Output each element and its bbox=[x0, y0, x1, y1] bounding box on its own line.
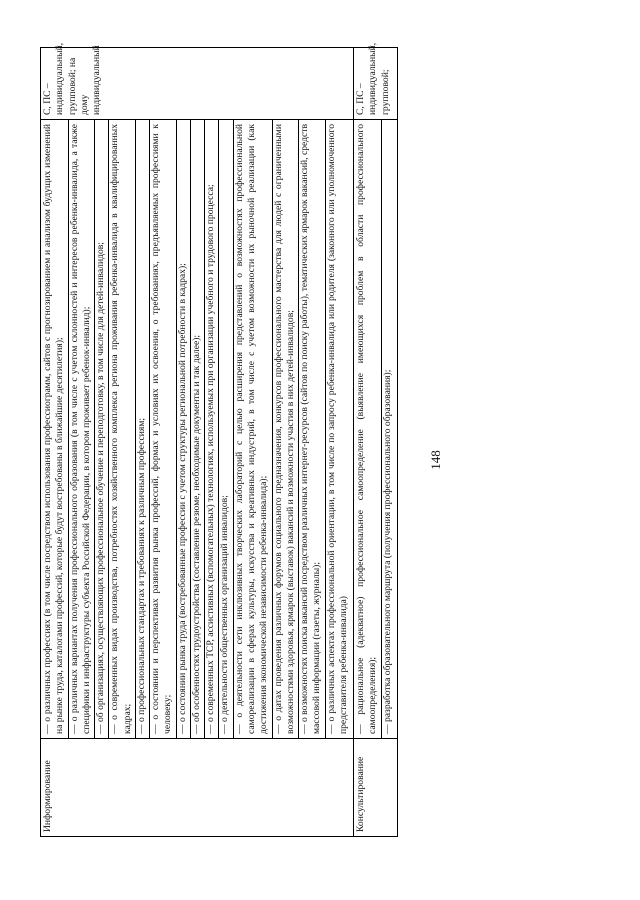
list-item: — о различных аспектах профессиональной ориентации, в том числе по запросу ребенка-инвалида или родителя (законного или уполномоченного представителя ребенка-инвалида) bbox=[325, 124, 349, 734]
measure-format-cell: С, ПС – индивидуальный, групповой; на дому индивидуальный bbox=[41, 48, 354, 120]
rotated-page-content bbox=[40, 42, 545, 837]
table-row bbox=[41, 48, 354, 837]
list-item: — о деятельности общественных организаций инвалидов; bbox=[219, 120, 233, 738]
measure-type-cell: Информирование bbox=[41, 739, 354, 837]
measure-type-cell: Консультирование bbox=[354, 739, 398, 837]
rehabilitation-measures-table bbox=[40, 42, 398, 837]
list-item: — о состоянии рынка труда (востребованные профессии с учетом структуры региональной потребности в кадрах); bbox=[177, 120, 191, 738]
list-item: — разработка образовательного маршрута (получения профессионального образования); bbox=[381, 369, 393, 734]
page-number: 148 bbox=[428, 450, 443, 470]
list-item: — о датах проведения различных форумов социального предназначения, конкурсов профессионального мастерства для людей с ограниченными возможностями здоровья, ярмарок (выставок) вакансий и возможности участия в них детей-инвалидов; bbox=[273, 120, 300, 738]
list-item: — об организациях, осуществляющих профессиональное обучение и переподготовку, в том числе для детей-инвалидов; bbox=[95, 120, 109, 738]
list-item: — о профессиональных стандартах и требованиях к различным профессиям; bbox=[136, 120, 150, 738]
list-item: — рациональное (адекватное) профессиональное самоопределение (выявление имеющихся проблем в области профессионального самоопределения); bbox=[355, 120, 382, 738]
table-row bbox=[354, 48, 398, 837]
list-item: — об особенностях трудоустройства (составление резюме, необходимые документы и так далее); bbox=[191, 120, 205, 738]
measure-content-cell bbox=[41, 120, 354, 739]
list-item: — о возможностях поиска вакансий посредством различных интернет-ресурсов (сайтов по поиску работы), тематических ярмарок вакансий, средств массовой информации (газеты, журналы); bbox=[299, 120, 326, 738]
list-item: — о состоянии и перспективах развития рынка профессий, формах и условиях их освоения, о требованиях, предъявляемых профессиями к человеку; bbox=[150, 120, 177, 738]
list-item: — о различных профессиях (в том числе посредством использования профессиограмм, сайтов с прогнозированием и анализом будущих изменений на рынке труда, каталогами профессий, которые будут востребованы в ближайшие десятилетия); bbox=[42, 120, 69, 738]
measure-format-cell: С, ПС – индивидуальный, групповой; bbox=[354, 48, 398, 120]
list-item: — о современных ТСР, ассистивных (вспомогательных) технологиях, используемых при организации учебного и трудового процесса; bbox=[205, 120, 219, 738]
list-item: — о деятельности сети инклюзивных творческих лабораторий с целью расширения представлений о возможностях профессиональной самореализации в сферах культуры, искусства и креативных индустрий, в том числе с учетом возможности их рыночной реализации (как достижения экономической независимости ребенка-инвалида); bbox=[234, 120, 273, 738]
list-item: — о различных вариантах получения профессионального образования (в том числе с учетом склонностей и интересов ребенка-инвалида, а также специфики и инфраструктуры субъекта Российской Федерации, в котором проживает ребенок-инвалид); bbox=[69, 120, 96, 738]
list-item: — о современных видах производства, потребностях хозяйственного комплекса региона проживания ребенка-инвалида в квалифицированных кадрах; bbox=[109, 120, 136, 738]
measure-content-cell bbox=[354, 120, 398, 739]
